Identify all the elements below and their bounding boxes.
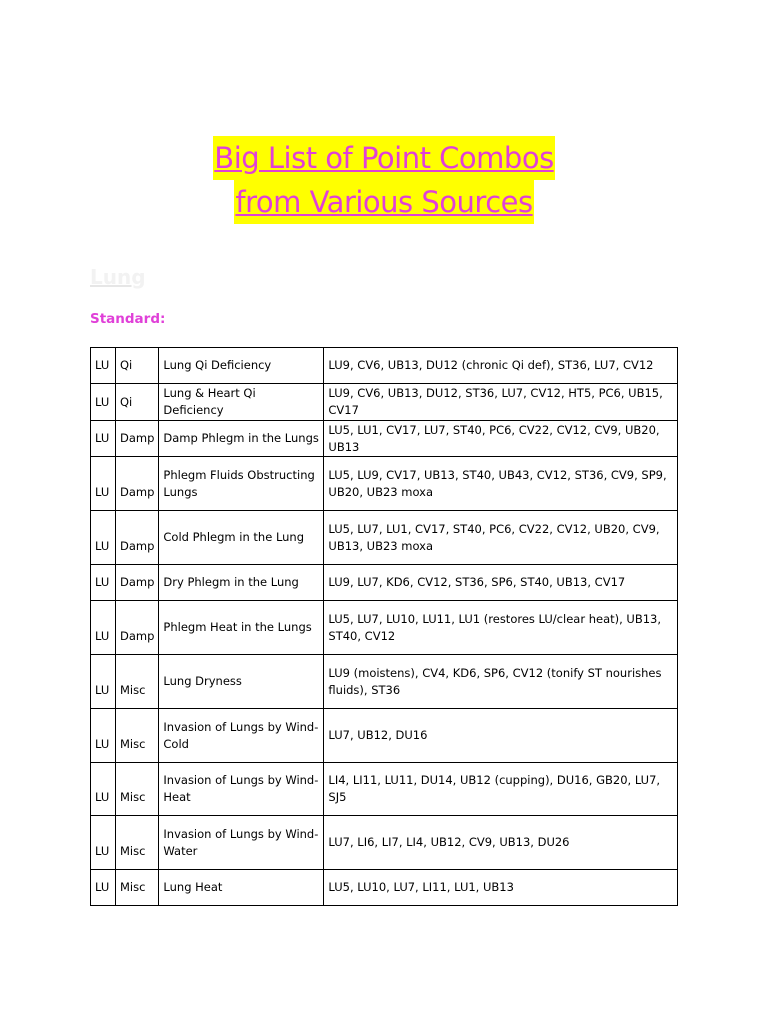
category-cell: Misc bbox=[116, 655, 159, 709]
category-cell: Damp bbox=[116, 421, 159, 457]
pattern-cell: Damp Phlegm in the Lungs bbox=[159, 421, 324, 457]
category-cell: Damp bbox=[116, 457, 159, 511]
table-row bbox=[91, 457, 678, 511]
organ-cell: LU bbox=[91, 709, 116, 763]
category-cell: Qi bbox=[116, 384, 159, 421]
category-cell: Misc bbox=[116, 816, 159, 870]
points-cell: LI4, LI11, LU11, DU14, UB12 (cupping), DU16, GB20, LU7, SJ5 bbox=[324, 763, 678, 816]
table-row bbox=[91, 384, 678, 421]
category-cell: Misc bbox=[116, 763, 159, 816]
points-cell: LU9 (moistens), CV4, KD6, SP6, CV12 (tonify ST nourishes fluids), ST36 bbox=[324, 655, 678, 709]
organ-cell: LU bbox=[91, 655, 116, 709]
organ-cell: LU bbox=[91, 601, 116, 655]
pattern-cell: Lung Heat bbox=[159, 870, 324, 906]
subheading-standard: Standard: bbox=[90, 311, 166, 327]
points-cell: LU7, LI6, LI7, LI4, UB12, CV9, UB13, DU26 bbox=[324, 816, 678, 870]
points-cell: LU9, CV6, UB13, DU12, ST36, LU7, CV12, HT5, PC6, UB15, CV17 bbox=[324, 384, 678, 421]
pattern-cell: Cold Phlegm in the Lung bbox=[159, 511, 324, 565]
organ-cell: LU bbox=[91, 816, 116, 870]
document-title bbox=[0, 136, 768, 224]
pattern-cell: Phlegm Heat in the Lungs bbox=[159, 601, 324, 655]
organ-cell: LU bbox=[91, 565, 116, 601]
points-cell: LU5, LU9, CV17, UB13, ST40, UB43, CV12, ST36, CV9, SP9, UB20, UB23 moxa bbox=[324, 457, 678, 511]
title-line-2: from Various Sources bbox=[234, 180, 533, 224]
pattern-cell: Lung Dryness bbox=[159, 655, 324, 709]
category-cell: Misc bbox=[116, 870, 159, 906]
table-row bbox=[91, 870, 678, 906]
organ-cell: LU bbox=[91, 348, 116, 384]
table-row bbox=[91, 709, 678, 763]
organ-cell: LU bbox=[91, 870, 116, 906]
category-cell: Qi bbox=[116, 348, 159, 384]
title-line-1: Big List of Point Combos bbox=[213, 136, 554, 180]
organ-cell: LU bbox=[91, 384, 116, 421]
table-row bbox=[91, 421, 678, 457]
table-row bbox=[91, 601, 678, 655]
organ-cell: LU bbox=[91, 457, 116, 511]
table-body bbox=[91, 348, 678, 906]
table-row bbox=[91, 565, 678, 601]
table-row bbox=[91, 511, 678, 565]
category-cell: Damp bbox=[116, 511, 159, 565]
points-cell: LU5, LU7, LU1, CV17, ST40, PC6, CV22, CV12, UB20, CV9, UB13, UB23 moxa bbox=[324, 511, 678, 565]
table-row bbox=[91, 348, 678, 384]
pattern-cell: Invasion of Lungs by Wind-Heat bbox=[159, 763, 324, 816]
pattern-cell: Phlegm Fluids Obstructing Lungs bbox=[159, 457, 324, 511]
pattern-cell: Lung & Heart Qi Deficiency bbox=[159, 384, 324, 421]
table-row bbox=[91, 763, 678, 816]
pattern-cell: Lung Qi Deficiency bbox=[159, 348, 324, 384]
category-cell: Damp bbox=[116, 565, 159, 601]
pattern-cell: Dry Phlegm in the Lung bbox=[159, 565, 324, 601]
category-cell: Damp bbox=[116, 601, 159, 655]
points-cell: LU5, LU1, CV17, LU7, ST40, PC6, CV22, CV12, CV9, UB20, UB13 bbox=[324, 421, 678, 457]
points-cell: LU9, LU7, KD6, CV12, ST36, SP6, ST40, UB13, CV17 bbox=[324, 565, 678, 601]
point-combos-table bbox=[90, 347, 678, 906]
organ-cell: LU bbox=[91, 421, 116, 457]
section-heading-lung: Lung bbox=[90, 265, 146, 289]
table-row bbox=[91, 655, 678, 709]
organ-cell: LU bbox=[91, 763, 116, 816]
table-row bbox=[91, 816, 678, 870]
points-cell: LU5, LU7, LU10, LU11, LU1 (restores LU/clear heat), UB13, ST40, CV12 bbox=[324, 601, 678, 655]
organ-cell: LU bbox=[91, 511, 116, 565]
points-cell: LU7, UB12, DU16 bbox=[324, 709, 678, 763]
pattern-cell: Invasion of Lungs by Wind-Cold bbox=[159, 709, 324, 763]
category-cell: Misc bbox=[116, 709, 159, 763]
points-cell: LU9, CV6, UB13, DU12 (chronic Qi def), ST36, LU7, CV12 bbox=[324, 348, 678, 384]
points-cell: LU5, LU10, LU7, LI11, LU1, UB13 bbox=[324, 870, 678, 906]
pattern-cell: Invasion of Lungs by Wind-Water bbox=[159, 816, 324, 870]
